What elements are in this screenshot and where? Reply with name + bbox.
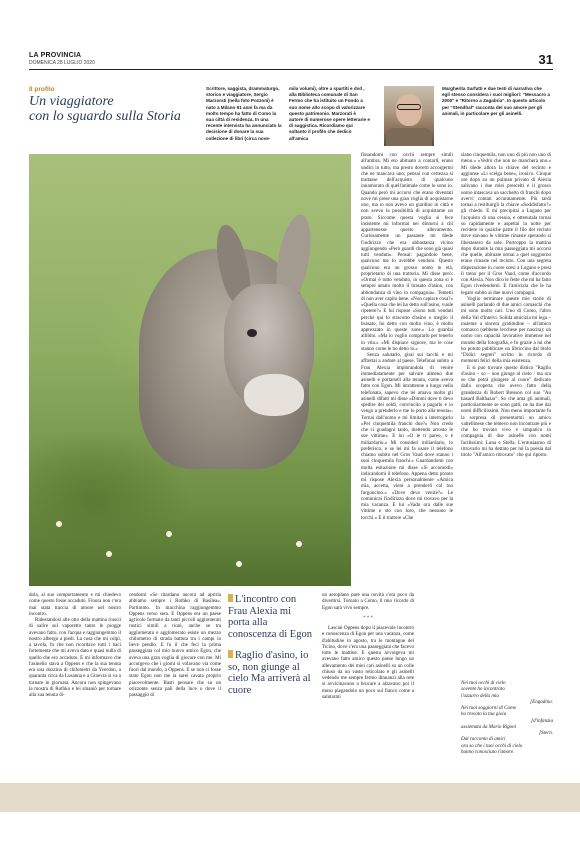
donkey-photo bbox=[29, 154, 351, 586]
article-column-bottom-4 bbox=[322, 592, 414, 760]
poem-line: Nei tuoi occhi di cielo bbox=[461, 680, 506, 686]
masthead bbox=[29, 52, 553, 70]
headline-line-2: con lo sguardo sulla Storia bbox=[29, 109, 181, 124]
article-headline bbox=[29, 94, 219, 124]
intro-column-3: Margherita Sarfatti e due testi di narrativa che egli stesso considera i suoi migliori: "Messacro a 2000" e "Ritorno a Zagabria". In questo articolo per "Stendhal" racconta del suo amore per gli animali, in particolare per gli asinelli. bbox=[442, 86, 550, 116]
poem-line: [d'infanzia bbox=[531, 717, 553, 724]
poem-line: [Engadina. bbox=[530, 698, 553, 705]
section-separator: * * * bbox=[362, 614, 374, 621]
poem-line: sovente ho incontrato bbox=[461, 686, 505, 693]
author-portrait bbox=[384, 86, 434, 146]
poem-line: ora so che i tuoi occhi di cielo bbox=[461, 742, 523, 749]
donkey-muzzle bbox=[244, 374, 304, 416]
portrait-glasses bbox=[397, 104, 421, 110]
headline-line-1: Un viaggiatore bbox=[29, 94, 114, 109]
paragraph: Ridestandosi alle otto della mattina riuscii di salire sul vaporetto tanto le piogge avevano fatto, con l'acqua e raggiungemmo il nostro albergo a piedi. La cosa che mi colpì, a tavola, fu che non ricordavo tutti i baci fortemente che mi aveva dato e quasi nulla di quello che ero accaduto. E mi informavo che l'asinello stava a Oppens e che la sua tenuta era una dozzina di chilometri da Yverdon, a quaranta circa da Losanna e a Ginevra si va a tornare in giornata. Ancora non spingevano la mostra di Rothko e lei smaniò per tornare alla sua tenuta di- bbox=[29, 617, 121, 698]
section-kicker: Il profilo bbox=[29, 86, 55, 93]
poem-line: ho trovato la tua gioia bbox=[461, 711, 507, 718]
footer-band bbox=[0, 783, 580, 812]
pull-quote-1 bbox=[228, 594, 313, 640]
article-column-right-1 bbox=[361, 152, 453, 592]
intro-column-2: mila volumi), oltre a spartiti e dvd , alla Biblioteca comunale di San Fermo che ha istituito un Fondo a suo nome allo scopo di valorizzare questo patrimonio. Marzorati è autore di numerose opere letterarie e di saggistica. Ricordiamo qui soltanto il profilo che dedicò all'amica bbox=[289, 86, 370, 141]
quote-marker bbox=[228, 650, 233, 658]
meadow-flowers bbox=[29, 484, 351, 586]
newspaper-brand: LA PROVINCIA bbox=[29, 52, 82, 59]
article-column-right-2 bbox=[461, 152, 551, 592]
portrait-shirt bbox=[386, 128, 432, 146]
article-column-bottom-2: cendomi «Se ritardano ancora ad aprirla abbiamo sempre i Rothko di Basilea». Partimmo. In macchina raggiungemmo Oppens verso sera. E Oppens era un paese agricolo formato da tanti piccoli agglomerati rustici simili a rioni, anche se tra agglomerato e agglomerato esiste un mezzo chilometro di strada battuta tra i campi in lieve pendio. E fu il che feci la prima passeggiata col mio nuovo amico Egon, che aveva una gran voglia di giocare con me. Mi accorgevo che i giorni sì volavano via come fuori dal mondo, a Oppens. E se non ci fosse stato Egon non me la sarei cavata proprio piacevolmente. Basti pensare che su un orizzonte senza pali della luce o dove il passaggio di bbox=[129, 592, 221, 698]
poem-line: [Stern. bbox=[539, 730, 553, 736]
quote-marker bbox=[228, 594, 233, 602]
donkey-eye bbox=[247, 329, 257, 337]
pull-quote-text: Raglio d'asino, io so, non giunge al cielo Ma arriverà al cuore bbox=[228, 650, 311, 696]
paragraph: Lasciai Oppens dopo il piacevole incontro e conoscenza di Egon per una vacanza, come d'abitudine in agosto, tra le montagne del Ticino, dove c'era una passeggiata che facevo tutte le mattine. E questa avvolgeva mi avevano fatto amico questo paese lungo un allevamento dei miei cari asinelli su un colle chiuso da un vasto reticolato e gli asinelli vedendo me sempre fermo dinnanzi alla rete si avvicinavano a brucare a alzavano poi il muso piegandolo un poco sul fianco come a salutarmi bbox=[322, 625, 414, 700]
poem-line: hanno conosciuto l'amore. bbox=[461, 748, 515, 755]
article-column-bottom-1 bbox=[29, 592, 121, 760]
paragraph: siano cinquemila, non uno di più non uno di meno.» «Vedrò che non ne mancherà uno.» Mi diede allora la chiave del recinto e aggiunse «Li scelga bene», ironico. Cinque ore dopo su un pulman privato di Alexia salivano i due miei prescelti e il grosso uomo intascava un sacchetto di franchi dopo avervi contati accuratamente. Più tardi tornai a restituirgli la chiave «Soddisfatto?» gli chiedo. E mi precipitai a Lugano per l'acquisto di una cesoia, e ottenutala tornai su rapidamente e aspettai la notte per recidere in qualche parte il filo del recinto dove stavano le vittime rimaste sperando si liberassero da sole. Purtroppo la mattina dopo durante la mia passeggiata mi accorsi che quelle, abituate ormai a quel soggiorno erano rimaste nel recinto. Con una segreta disperazione in cuore scesi a Lugano e presi il treno per il Gros Vaud, come d'accordo con Alexia. Non dico le feste che mi ha fatto Egon rivedendomi. E l'amicizia che le ha legato subito ai due nuovi compagni. bbox=[461, 152, 551, 296]
paragraph: dola, al suo comportamento e mi chiedevo come questo fosse accaduto. Finora non c'era mai stata traccia di amore nel nostro incontro. bbox=[29, 592, 121, 617]
paragraph: Voglio terminare queste mie storie di asinelli parlando di due amici comaschi che mi sono molto cari. Uno di Como, l'altro della Val d'Intelvi. Solida amicizia mi lega – insieme a sincera gratitudine – all'amico comasco (sebbene lecchese per nascita): un uomo con capacità lavorative immense nel mondo della fotografia, e fu grazie a lui che ho potuto pubblicare un libriccino dal titolo "Didici segreti" scritto in ricordo di momenti felici della mia esistenza. bbox=[461, 295, 551, 365]
intro-column-1: Scrittore, saggista, drammaturgo, storico e viaggiatore, Sergio Marzorati (nella foto Pozzoni) è nato a Milano 91 anni fa ma da molto tempo ha fatto di Como la sua città di residenza. In una recente intervista ha annunciato la decisione di donare la sua collezione di libri (circa nove- bbox=[206, 86, 282, 141]
poem-line: Dal racconto di amici bbox=[461, 736, 506, 743]
pull-quote-2 bbox=[228, 650, 313, 696]
paragraph: E si può trovare questo distico "Raglio d'asino – so – non giunge al cielo / ma ora so che potrà giungere al cuore" dedicato dalla scoperta che avevo fatto della grandezza di Robert Bresson col suo "Au hasard Balthazar". So che ama gli animali, particolarmente se sono gatti, ne ha due dai nomi difficilissimi. Non meno importante fu la sorpresa di presentarmi un amico valtellinese che temevo non incontrare più e che ho trovato vivo e simpatico in compagnia di due asinelle con nomi facilissimi: Luna e Stella. L'entusiasmo di ritrovarlo mi ha dettato per lui la poesia dal titolo "All'amico ritrovato" che qui riporto. bbox=[461, 364, 551, 458]
poem-line: assiemata da Mario Rigoni bbox=[461, 723, 517, 730]
paragraph: un aeroplano pare una novità c'era poco da divertirsi. Tornato a Como, il mio ricordo di Egon sarà vivo sempre. bbox=[322, 592, 414, 611]
paragraph: Senza salutarlo, girai sui tacchi e mi affrettai a andare al paese. Telefonai subito a Frau Alexia implorandola di venire immediatamente per salvare almeno due asinelli e portarseli alla tenuta, come aveva fatto con Egon. Mi intrattenne a lungo nella telefonata, sapevo che lei amava molto gli asinelli difatti mi disse «Dimmi dove ti devo spedire dei soldi, convincilo a pagarlo e io vengo a prenderlo e me lo porto alla tenuta». Tornai dall'uomo e mi limitai a interrogarlo «Per cinquemila franchi due?» Non credo che ci guadagni tanto, mettendo arrosto le sue vittime». E lui «O le ti pareo, o è miliardario.» Mi considerì miliardario, lo preferisco, e se lei mi fa usare il telefono chiamo subito nel Gros Vaud dove stanno i suoi cinquemila franchi.» Guardandomi con molta esitazione mi disse «Si accomodi» indicandomi il telefono. Appena detto pronto mi rispose Alexia personalmente «Amica mia, accetta, vieni a prenderli col tuo furgoncino.» «Dove devo venire?» Le comunicai l'indirizzo dove mi trovavo per la mia vacanza. E lui «Vado ora dalle sue vittime e sto con loro, che nessuno le tocchi.» E il trattore «Che bbox=[361, 352, 453, 521]
poem-line: l'azzurro della mia bbox=[461, 692, 499, 699]
portrait-face bbox=[396, 94, 422, 126]
paragraph: fissandomi con occhi sempre simili all'ambra. Mi ero abituato a contarli, erano undici in tutto, ma presto dovetti accorgermi che ne mancava uno; pensai con certezza si trattasse dell'acquisto di qualcuno innamorato di quell'animale come lo sono io. Quando però mi accorsi che erano diventati nove mi prese una gran voglia di acquistarne uno, ma io non avevo un giardino in città e non avevo la possibilità di acquistarne un prato. Siccome questa voglia si fece insistente mi informai nei dintorni a chi appartenesse questo allevamento. Curiosamente un passante mi diede l'indirizzo che era abbastanza vicino aggiungendo «Però guardi che sono già quasi tutti venduti». Pensai: pagandolo bene, qualcuno me lo avrebbe venduto. Questo qualcuno era un grosso uomo in età, proprietario di una trattoria. Mi disse però: «Ormai è tutto venduto, in questa zona si è sempre amato molto il brasato d'asino, con abbondanza di vino in compagnia». Temetti di non aver capito bene. «Non capisce cosa?» «Quella cosa che lei ha detto sull'asino, vuole ripetere?» E lui rispose «Sono tutti venduti perché qui lo stracotto d'asino o meglio il brasato, ho detto con molto vino, è molto apprezzato in queste zone.» Lo guardai allibito. «Ma io voglio comprarlo per tenerlo in vita.» «Mi dispiace signore, ma le cose stanno come le ho detto io.» bbox=[361, 152, 454, 352]
pull-quote-text: L'incontro con Frau Alexia mi porta alla conoscenza di Egon bbox=[228, 594, 312, 640]
page-number: 31 bbox=[538, 52, 553, 67]
poem-line: Nei tuoi soggiorni di Como bbox=[461, 705, 517, 711]
poem bbox=[461, 680, 553, 755]
issue-date: DOMENICA 28 LUGLIO 2020 bbox=[29, 60, 95, 66]
